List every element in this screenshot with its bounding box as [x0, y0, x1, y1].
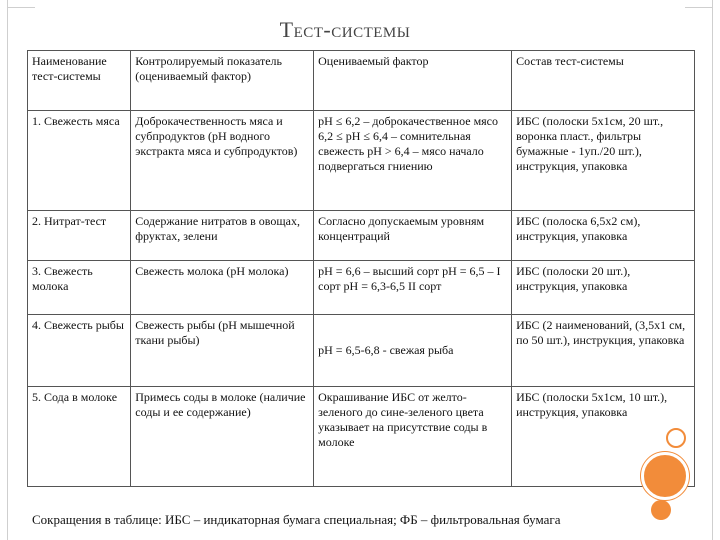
slide-frame-left [7, 0, 8, 540]
cell-indicator: Свежесть молока (рН молока) [131, 261, 314, 315]
decorative-circle-small [651, 500, 671, 520]
cell-composition: ИБС (полоска 6,5х2 см), инструкция, упаковка [512, 211, 695, 261]
cell-indicator: Содержание нитратов в овощах, фруктах, зелени [131, 211, 314, 261]
cell-indicator: Доброкачественность мяса и субпродуктов (рН водного экстракта мяса и субпродуктов) [131, 111, 314, 211]
cell-indicator: Примесь соды в молоке (наличие соды и ее содержание) [131, 387, 314, 487]
cell-factor: рН = 6,5-6,8 - свежая рыба [314, 315, 512, 387]
slide-frame-top-left [7, 7, 35, 8]
cell-factor: рН ≤ 6,2 – доброкачественное мясо 6,2 ≤ рН ≤ 6,4 – сомнительная свежесть рН > 6,4 – мясо начало подвергаться гниению [314, 111, 512, 211]
header-cell-composition: Состав тест-системы [512, 51, 695, 111]
cell-name: 4. Свежесть рыбы [28, 315, 131, 387]
decorative-circle-large [641, 452, 689, 500]
cell-factor: Окрашивание ИБС от желто-зеленого до сине-зеленого цвета указывает на присутствие соды в молоке [314, 387, 512, 487]
cell-name: 3. Свежесть молока [28, 261, 131, 315]
cell-name: 5. Сода в молоке [28, 387, 131, 487]
header-cell-factor: Оцениваемый фактор [314, 51, 512, 111]
cell-name: 1. Свежесть мяса [28, 111, 131, 211]
decorative-ring [666, 428, 686, 448]
abbreviations-note: Сокращения в таблице: ИБС – индикаторная бумага специальная; ФБ – фильтровальная бумага [32, 512, 561, 527]
slide-title: Тест-системы [279, 17, 411, 42]
cell-indicator: Свежесть рыбы (рН мышечной ткани рыбы) [131, 315, 314, 387]
table-row [28, 315, 695, 387]
test-systems-table [27, 50, 695, 487]
table-row [28, 261, 695, 315]
cell-composition: ИБС (полоски 5х1см, 10 шт.), инструкция, упаковка [512, 387, 695, 487]
header-cell-name: Наименование тест-системы [28, 51, 131, 111]
table-row [28, 111, 695, 211]
slide-frame-top-right [685, 7, 713, 8]
cell-name: 2. Нитрат-тест [28, 211, 131, 261]
table-row [28, 211, 695, 261]
cell-factor: Согласно допускаемым уровням концентраций [314, 211, 512, 261]
header-cell-indicator: Контролируемый показатель (оцениваемый фактор) [131, 51, 314, 111]
table-row [28, 387, 695, 487]
table-header-row [28, 51, 695, 111]
cell-composition: ИБС (полоски 20 шт.), инструкция, упаковка [512, 261, 695, 315]
slide-frame-right [712, 0, 713, 540]
cell-composition: ИБС (полоски 5х1см, 20 шт., воронка пласт., фильтры бумажные - 1уп./20 шт.), инструкция, упаковка [512, 111, 695, 211]
cell-factor: рН = 6,6 – высший сорт рН = 6,5 – I сорт рН = 6,3-6,5 II сорт [314, 261, 512, 315]
cell-composition: ИБС (2 наименований, (3,5х1 см, по 50 шт.), инструкция, упаковка [512, 315, 695, 387]
